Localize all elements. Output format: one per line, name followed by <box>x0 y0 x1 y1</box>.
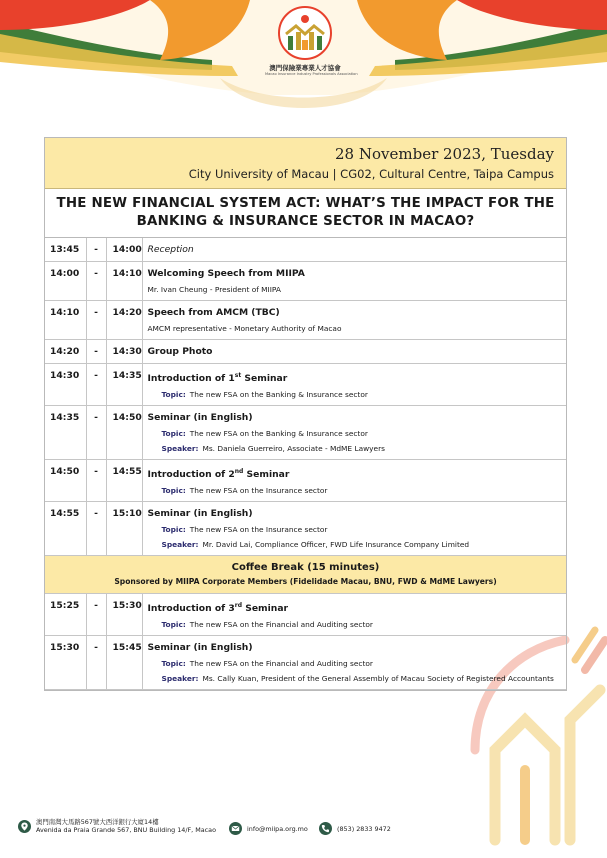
topic-line <box>148 390 563 400</box>
event-date: 28 November 2023, Tuesday <box>335 145 554 163</box>
agenda-subtitle: Mr. Ivan Cheung - President of MIIPA <box>147 285 281 294</box>
logo-english-name: Macao Insurance Industry Professionals Association <box>265 72 358 76</box>
speaker-value: Mr. David Lai, Compliance Officer, FWD Life Insurance Company Limited <box>202 540 470 550</box>
topic-label: Topic: <box>161 659 186 669</box>
agenda-title <box>148 466 563 481</box>
end-time: 14:00 <box>106 238 142 262</box>
start-time: 14:50 <box>45 460 86 502</box>
topic-label: Topic: <box>161 525 186 535</box>
time-separator: - <box>86 340 106 364</box>
location-pin-icon <box>18 820 31 833</box>
agenda-title <box>148 370 563 385</box>
agenda-title: Seminar (in English) <box>147 642 253 654</box>
speaker-value: Ms. Cally Kuan, President of the General Assembly of Macau Society of Registered Accountants <box>202 674 554 684</box>
speaker-line <box>148 444 563 454</box>
agenda-description <box>142 262 566 301</box>
agenda-row <box>45 340 566 364</box>
topic-value: The new FSA on the Banking & Insurance sector <box>189 429 368 439</box>
topic-value: The new FSA on the Insurance sector <box>189 486 328 496</box>
footer <box>18 818 588 842</box>
address-english: Avenida da Praia Grande 567, BNU Building 14/F, Macao <box>36 826 217 834</box>
agenda-title: Reception <box>147 244 194 255</box>
agenda-row <box>45 238 566 262</box>
agenda-title: Speech from AMCM (TBC) <box>147 307 280 318</box>
agenda-description <box>142 340 566 364</box>
title-text: Seminar <box>243 469 290 481</box>
ordinal-suffix: nd <box>234 468 244 476</box>
event-venue: City University of Macau | CG02, Cultural Centre, Taipa Campus <box>188 167 554 181</box>
agenda-title: Group Photo <box>147 346 213 357</box>
topic-label: Topic: <box>161 486 186 496</box>
time-separator: - <box>86 262 106 301</box>
agenda-description <box>142 502 566 556</box>
title-text: Seminar <box>242 603 289 615</box>
time-separator: - <box>86 238 106 262</box>
agenda-description <box>142 594 566 636</box>
end-time: 15:30 <box>106 594 142 636</box>
time-separator: - <box>86 594 106 636</box>
topic-line <box>148 486 563 496</box>
agenda-title: Seminar (in English) <box>147 412 253 424</box>
coffee-break-title: Coffee Break (15 minutes) <box>231 562 380 574</box>
start-time: 15:25 <box>45 594 86 636</box>
time-separator: - <box>86 301 106 340</box>
footer-email[interactable] <box>229 822 308 835</box>
agenda-row <box>45 594 566 636</box>
end-time: 15:10 <box>106 502 142 556</box>
programme-sheet <box>44 137 567 691</box>
agenda-row <box>45 262 566 301</box>
topic-value: The new FSA on the Insurance sector <box>189 525 328 535</box>
end-time: 15:45 <box>106 636 142 690</box>
email-address[interactable]: info@miipa.org.mo <box>247 824 308 833</box>
coffee-break-sponsor: Sponsored by MIIPA Corporate Members (Fidelidade Macau, BNU, FWD & MdME Lawyers) <box>114 577 497 587</box>
title-text: Introduction of 2 <box>147 469 235 481</box>
ordinal-suffix: st <box>234 372 242 379</box>
start-time: 13:45 <box>45 238 86 262</box>
end-time: 14:30 <box>106 340 142 364</box>
agenda-title <box>148 600 563 615</box>
end-time: 14:50 <box>106 406 142 460</box>
title-text: Introduction of 3 <box>147 603 235 615</box>
agenda-description <box>142 364 566 406</box>
coffee-break-cell <box>45 556 566 594</box>
speaker-label: Speaker: <box>161 540 199 550</box>
topic-label: Topic: <box>161 390 186 400</box>
agenda-row <box>45 301 566 340</box>
time-separator: - <box>86 364 106 406</box>
agenda-description <box>142 301 566 340</box>
end-time: 14:55 <box>106 460 142 502</box>
end-time: 14:20 <box>106 301 142 340</box>
title-text: Seminar <box>241 373 288 385</box>
topic-value: The new FSA on the Banking & Insurance sector <box>189 390 368 400</box>
topic-label: Topic: <box>161 620 186 630</box>
start-time: 14:20 <box>45 340 86 364</box>
time-separator: - <box>86 502 106 556</box>
agenda-row <box>45 460 566 502</box>
time-separator: - <box>86 636 106 690</box>
speaker-label: Speaker: <box>161 674 199 684</box>
address-chinese: 澳門南灣大馬路567號大西洋銀行大廈14樓 <box>36 818 159 826</box>
topic-value: The new FSA on the Financial and Auditing sector <box>189 620 373 630</box>
time-separator: - <box>86 460 106 502</box>
agenda-subtitle: AMCM representative - Monetary Authority of Macao <box>147 324 342 333</box>
topic-value: The new FSA on the Financial and Auditing sector <box>189 659 373 669</box>
agenda-description <box>142 460 566 502</box>
agenda-row <box>45 364 566 406</box>
speaker-label: Speaker: <box>161 444 199 454</box>
topic-label: Topic: <box>161 429 186 439</box>
footer-phone[interactable] <box>319 822 391 835</box>
miipa-emblem-icon <box>276 4 334 62</box>
topic-line <box>148 620 563 630</box>
phone-icon <box>319 822 332 835</box>
start-time: 14:10 <box>45 301 86 340</box>
speaker-value: Ms. Daniela Guerreiro, Associate - MdME Lawyers <box>202 444 385 454</box>
agenda-row <box>45 636 566 690</box>
title-text: Introduction of 1 <box>147 373 235 385</box>
coffee-break-row <box>45 556 566 594</box>
start-time: 14:00 <box>45 262 86 301</box>
topic-line <box>148 525 563 535</box>
agenda-row <box>45 502 566 556</box>
address-text <box>36 818 216 834</box>
time-separator: - <box>86 406 106 460</box>
speaker-line <box>148 540 563 550</box>
event-header <box>45 138 566 189</box>
phone-number[interactable]: (853) 2833 9472 <box>337 824 391 833</box>
agenda-table <box>45 238 566 690</box>
end-time: 14:10 <box>106 262 142 301</box>
topic-line <box>148 429 563 439</box>
topic-line <box>148 659 563 669</box>
speaker-line <box>148 674 563 684</box>
agenda-title: Seminar (in English) <box>147 508 253 520</box>
miipa-logo <box>265 4 358 94</box>
start-time: 14:55 <box>45 502 86 556</box>
email-icon <box>229 822 242 835</box>
start-time: 14:35 <box>45 406 86 460</box>
logo-chinese-name: 澳門保險業專業人才協會 <box>269 64 341 72</box>
event-title: THE NEW FINANCIAL SYSTEM ACT: WHAT’S THE IMPACT FOR THE BANKING & INSURANCE SECTOR IN MACAO? <box>45 189 566 238</box>
ordinal-suffix: rd <box>234 602 243 610</box>
agenda-title: Welcoming Speech from MIIPA <box>147 268 305 279</box>
agenda-description <box>142 406 566 460</box>
agenda-row <box>45 406 566 460</box>
start-time: 15:30 <box>45 636 86 690</box>
agenda-description <box>142 636 566 690</box>
end-time: 14:35 <box>106 364 142 406</box>
agenda-description <box>142 238 566 262</box>
footer-address <box>18 818 216 834</box>
start-time: 14:30 <box>45 364 86 406</box>
